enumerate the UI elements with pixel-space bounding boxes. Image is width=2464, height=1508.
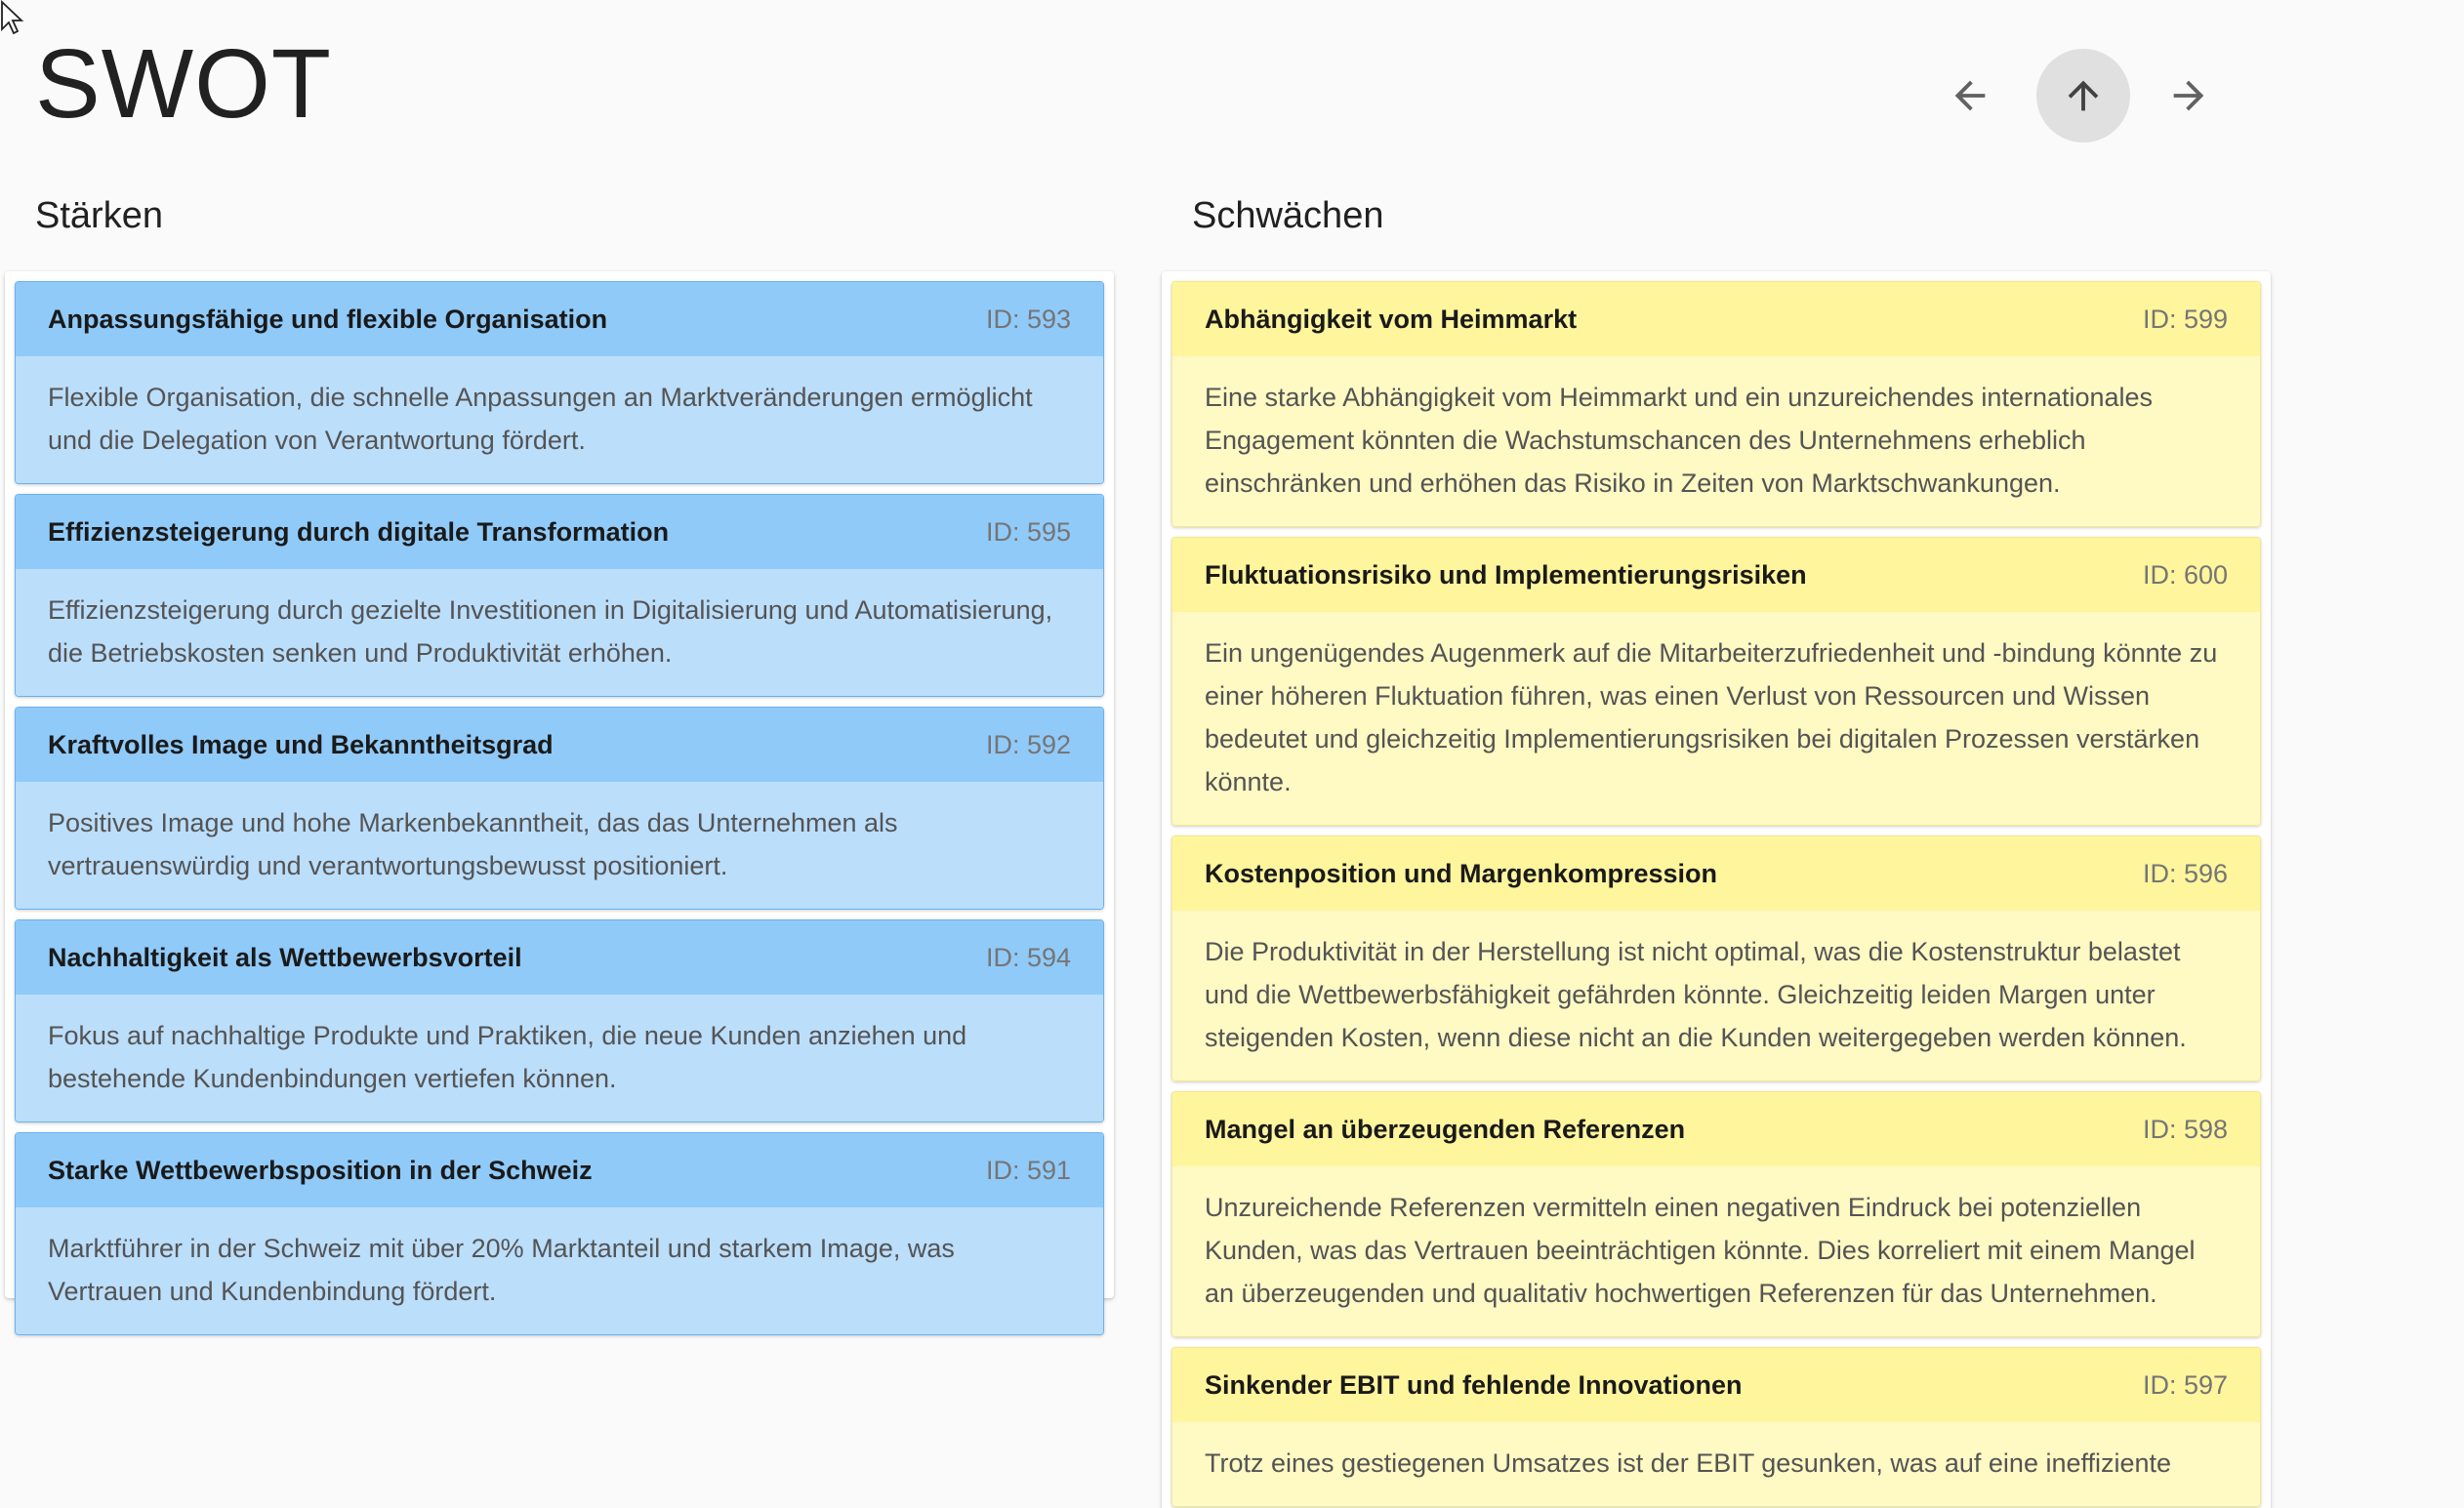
card-title: Abhängigkeit vom Heimmarkt — [1205, 304, 1578, 334]
card-description: Eine starke Abhängigkeit vom Heimmarkt und ein unzureichendes internationales Engagement könnten die Wachstumschancen des Unternehmens erheblich einschränken und erhöhen das Risiko in Zeiten von Marktschwankungen. — [1172, 356, 2260, 526]
weakness-card[interactable] — [1171, 1091, 2261, 1337]
arrow-right-icon — [2166, 73, 2211, 118]
card-description: Flexible Organisation, die schnelle Anpassungen an Marktveränderungen ermöglicht und die Delegation von Verantwortung fördert. — [16, 356, 1103, 483]
card-description: Unzureichende Referenzen vermitteln einen negativen Eindruck bei potenziellen Kunden, was das Vertrauen beeinträchtigen könnte. Dies korreliert mit einem Mangel an überzeugenden und qualitativ hochwertigen Referenzen für das Unternehmen. — [1172, 1166, 2260, 1336]
card-title: Effizienzsteigerung durch digitale Transformation — [48, 516, 670, 547]
page-title: SWOT — [35, 29, 332, 139]
card-id: ID: 597 — [2142, 1369, 2228, 1400]
card-header — [1172, 836, 2260, 911]
card-header — [1172, 1348, 2260, 1422]
card-header — [1172, 282, 2260, 356]
card-id: ID: 592 — [985, 729, 1071, 759]
card-title: Anpassungsfähige und flexible Organisation — [48, 304, 608, 334]
card-description: Fokus auf nachhaltige Produkte und Praktiken, die neue Kunden anziehen und bestehende Kundenbindungen vertiefen können. — [16, 995, 1103, 1121]
card-id: ID: 600 — [2142, 559, 2228, 590]
card-title: Kostenposition und Margenkompression — [1205, 858, 1718, 888]
weakness-card[interactable] — [1171, 1347, 2261, 1507]
card-id: ID: 598 — [2142, 1114, 2228, 1144]
card-title: Mangel an überzeugenden Referenzen — [1205, 1114, 1686, 1144]
next-button[interactable] — [2142, 49, 2236, 143]
arrow-left-icon — [1948, 73, 1992, 118]
card-header — [1172, 1092, 2260, 1166]
up-button[interactable] — [2036, 49, 2130, 143]
strength-card[interactable] — [15, 494, 1104, 697]
strength-card[interactable] — [15, 1132, 1104, 1335]
strengths-panel — [5, 271, 1114, 1306]
navigation-controls — [1923, 49, 2236, 146]
card-description: Positives Image und hohe Markenbekanntheit, das das Unternehmen als vertrauenswürdig und verantwortungsbewusst positioniert. — [16, 782, 1103, 909]
previous-button[interactable] — [1923, 49, 2017, 143]
card-title: Fluktuationsrisiko und Implementierungsrisiken — [1205, 559, 1807, 590]
card-id: ID: 591 — [985, 1155, 1071, 1185]
weaknesses-heading: Schwächen — [1192, 195, 1384, 236]
card-header — [16, 1133, 1103, 1207]
card-description: Trotz eines gestiegenen Umsatzes ist der EBIT gesunken, was auf eine ineffiziente — [1172, 1422, 2260, 1506]
strengths-heading: Stärken — [35, 195, 163, 236]
weakness-card[interactable] — [1171, 281, 2261, 527]
card-header — [1172, 538, 2260, 612]
card-header — [16, 495, 1103, 569]
card-header — [16, 708, 1103, 782]
card-id: ID: 594 — [985, 942, 1071, 972]
mouse-cursor-icon — [0, 0, 29, 39]
card-title: Starke Wettbewerbsposition in der Schweiz — [48, 1155, 593, 1185]
card-description: Marktführer in der Schweiz mit über 20% Marktanteil und starkem Image, was Vertrauen und Kundenbindung fördert. — [16, 1207, 1103, 1334]
arrow-up-icon — [2061, 73, 2106, 118]
card-header — [16, 920, 1103, 995]
card-title: Nachhaltigkeit als Wettbewerbsvorteil — [48, 942, 522, 972]
card-id: ID: 599 — [2142, 304, 2228, 334]
weakness-card[interactable] — [1171, 836, 2261, 1081]
strength-card[interactable] — [15, 707, 1104, 910]
weaknesses-panel — [1162, 271, 2271, 1508]
strength-card[interactable] — [15, 281, 1104, 484]
card-id: ID: 593 — [985, 304, 1071, 334]
card-description: Effizienzsteigerung durch gezielte Investitionen in Digitalisierung und Automatisierung, die Betriebskosten senken und Produktivität erhöhen. — [16, 569, 1103, 696]
card-description: Ein ungenügendes Augenmerk auf die Mitarbeiterzufriedenheit und -bindung könnte zu einer höheren Fluktuation führen, was einen Verlust von Ressourcen und Wissen bedeutet und gleichzeitig Implementierungsrisiken bei digitalen Prozessen verstärken könnte. — [1172, 612, 2260, 825]
card-title: Kraftvolles Image und Bekanntheitsgrad — [48, 729, 554, 759]
weakness-card[interactable] — [1171, 537, 2261, 826]
strength-card[interactable] — [15, 919, 1104, 1122]
card-id: ID: 595 — [985, 516, 1071, 547]
card-description: Die Produktivität in der Herstellung ist nicht optimal, was die Kostenstruktur belastet und die Wettbewerbsfähigkeit gefährden könnte. Gleichzeitig leiden Margen unter steigenden Kosten, wenn diese nicht an die Kunden weitergegeben werden können. — [1172, 911, 2260, 1080]
card-id: ID: 596 — [2142, 858, 2228, 888]
card-title: Sinkender EBIT und fehlende Innovationen — [1205, 1369, 1743, 1400]
card-header — [16, 282, 1103, 356]
